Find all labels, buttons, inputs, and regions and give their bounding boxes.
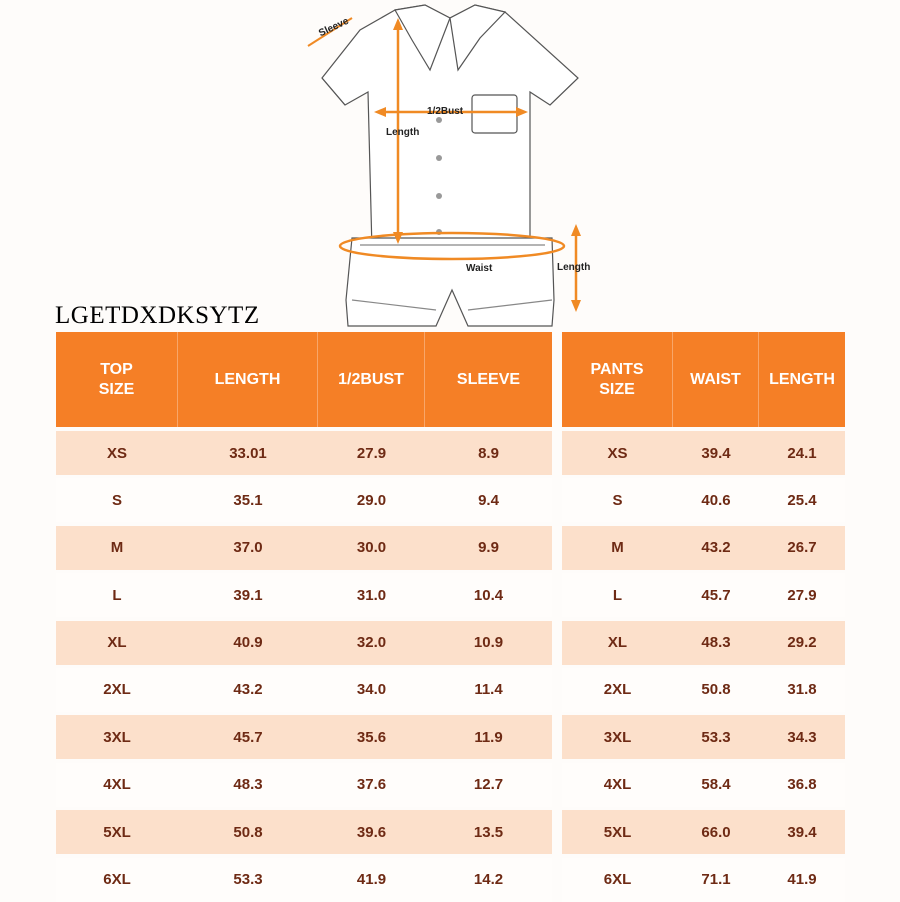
pants-table-body: [562, 431, 845, 902]
table-cell: 2XL: [103, 681, 131, 699]
table-row: [56, 431, 552, 475]
table-cell: 39.6: [356, 823, 387, 841]
table-cell: 4XL: [103, 776, 131, 794]
top-length-label: Length: [386, 127, 420, 138]
table-row: [56, 526, 552, 570]
pants-table-header: [562, 332, 845, 427]
table-cell: 39.1: [233, 586, 263, 604]
table-cell: 9.4: [478, 491, 499, 509]
table-cell: 35.6: [356, 728, 387, 746]
header-top-size-label: TOP SIZE: [98, 360, 135, 398]
top-table-body: [56, 431, 552, 902]
table-cell: XL: [607, 634, 628, 652]
table-cell: 48.3: [701, 634, 731, 652]
table-cell: 12.7: [473, 776, 504, 794]
pants-size-table: [562, 332, 845, 902]
table-cell: 35.1: [233, 491, 263, 509]
table-cell: 39.4: [787, 823, 817, 841]
table-cell: 71.1: [701, 871, 731, 889]
table-cell: 8.9: [478, 444, 499, 462]
table-cell: 11.4: [474, 681, 503, 699]
table-cell: S: [612, 491, 623, 509]
table-row: [56, 478, 552, 522]
table-cell: 40.6: [701, 491, 731, 509]
table-row: [562, 668, 845, 712]
pajama-size-diagram: [300, 0, 610, 332]
table-cell: 4XL: [603, 776, 632, 794]
table-cell: 45.7: [233, 728, 263, 746]
table-row: [56, 621, 552, 665]
table-cell: XL: [107, 634, 127, 652]
header-top-size: [56, 332, 178, 427]
table-cell: M: [611, 539, 624, 557]
table-cell: 41.9: [356, 871, 387, 889]
table-row: [562, 715, 845, 759]
header-half-bust: 1/2BUST: [318, 332, 425, 427]
table-cell: 50.8: [701, 681, 731, 699]
table-row: [562, 810, 845, 854]
table-cell: 3XL: [603, 728, 632, 746]
top-table-header: [56, 332, 552, 427]
table-cell: 27.9: [787, 586, 817, 604]
table-row: [56, 668, 552, 712]
table-row: [562, 526, 845, 570]
table-cell: 10.9: [473, 634, 504, 652]
table-cell: XS: [106, 444, 127, 462]
table-cell: 37.0: [233, 539, 263, 557]
table-cell: 45.7: [701, 586, 731, 604]
table-row: [562, 621, 845, 665]
pajama-illustration: [300, 0, 610, 332]
table-row: [56, 858, 552, 902]
table-cell: 6XL: [603, 871, 632, 889]
table-cell: S: [111, 491, 122, 509]
table-cell: 53.3: [701, 728, 731, 746]
waist-label: Waist: [466, 263, 493, 274]
table-cell: 13.5: [473, 823, 504, 841]
table-cell: 25.4: [787, 491, 817, 509]
header-pants-size-label: PANTS SIZE: [590, 360, 644, 398]
header-pants-length: LENGTH: [769, 370, 835, 388]
table-cell: XS: [607, 444, 628, 462]
table-row: [562, 858, 845, 902]
table-row: [562, 478, 845, 522]
table-row: [562, 573, 845, 617]
table-cell: 36.8: [787, 776, 817, 794]
table-cell: 50.8: [233, 823, 263, 841]
table-row: [562, 763, 845, 807]
table-cell: 43.2: [701, 539, 731, 557]
table-row: [562, 431, 845, 475]
table-cell: 3XL: [103, 728, 131, 746]
table-cell: L: [112, 586, 122, 604]
table-cell: 58.4: [701, 776, 731, 794]
table-cell: 39.4: [701, 444, 731, 462]
table-cell: 27.9: [356, 444, 387, 462]
table-row: [56, 763, 552, 807]
table-cell: 11.9: [474, 728, 503, 746]
table-cell: 2XL: [603, 681, 632, 699]
table-cell: 5XL: [603, 823, 632, 841]
pants-length-label: Length: [557, 262, 591, 273]
table-row: [56, 810, 552, 854]
table-cell: 66.0: [701, 823, 731, 841]
table-cell: 29.0: [356, 491, 387, 509]
table-cell: M: [110, 539, 124, 557]
table-cell: 37.6: [356, 776, 387, 794]
table-cell: 29.2: [787, 634, 817, 652]
table-cell: 53.3: [233, 871, 263, 889]
table-cell: 5XL: [103, 823, 131, 841]
table-cell: 10.4: [473, 586, 504, 604]
header-length: LENGTH: [178, 332, 318, 427]
table-row: [56, 715, 552, 759]
table-cell: 32.0: [356, 634, 387, 652]
header-sleeve: SLEEVE: [456, 370, 521, 388]
table-cell: 31.8: [787, 681, 817, 699]
table-cell: 34.3: [787, 728, 817, 746]
table-cell: 34.0: [356, 681, 387, 699]
table-cell: 6XL: [103, 871, 131, 889]
table-cell: 41.9: [787, 871, 817, 889]
sleeve-label: Sleeve: [317, 15, 351, 40]
table-cell: 33.01: [229, 444, 267, 462]
table-cell: 14.2: [473, 871, 504, 889]
table-cell: L: [612, 586, 623, 604]
header-waist: WAIST: [673, 332, 759, 427]
header-pants-size: [562, 332, 673, 427]
table-cell: 43.2: [233, 681, 263, 699]
table-cell: 24.1: [787, 444, 817, 462]
table-cell: 40.9: [233, 634, 263, 652]
table-cell: 26.7: [787, 539, 817, 557]
half-bust-label: 1/2Bust: [427, 106, 464, 117]
table-row: [56, 573, 552, 617]
table-cell: 48.3: [233, 776, 263, 794]
top-size-table: [56, 332, 552, 902]
brand-name: LGETDXDKSYTZ: [55, 302, 260, 329]
table-cell: 31.0: [356, 586, 387, 604]
table-cell: 9.9: [478, 539, 499, 557]
table-cell: 30.0: [356, 539, 387, 557]
